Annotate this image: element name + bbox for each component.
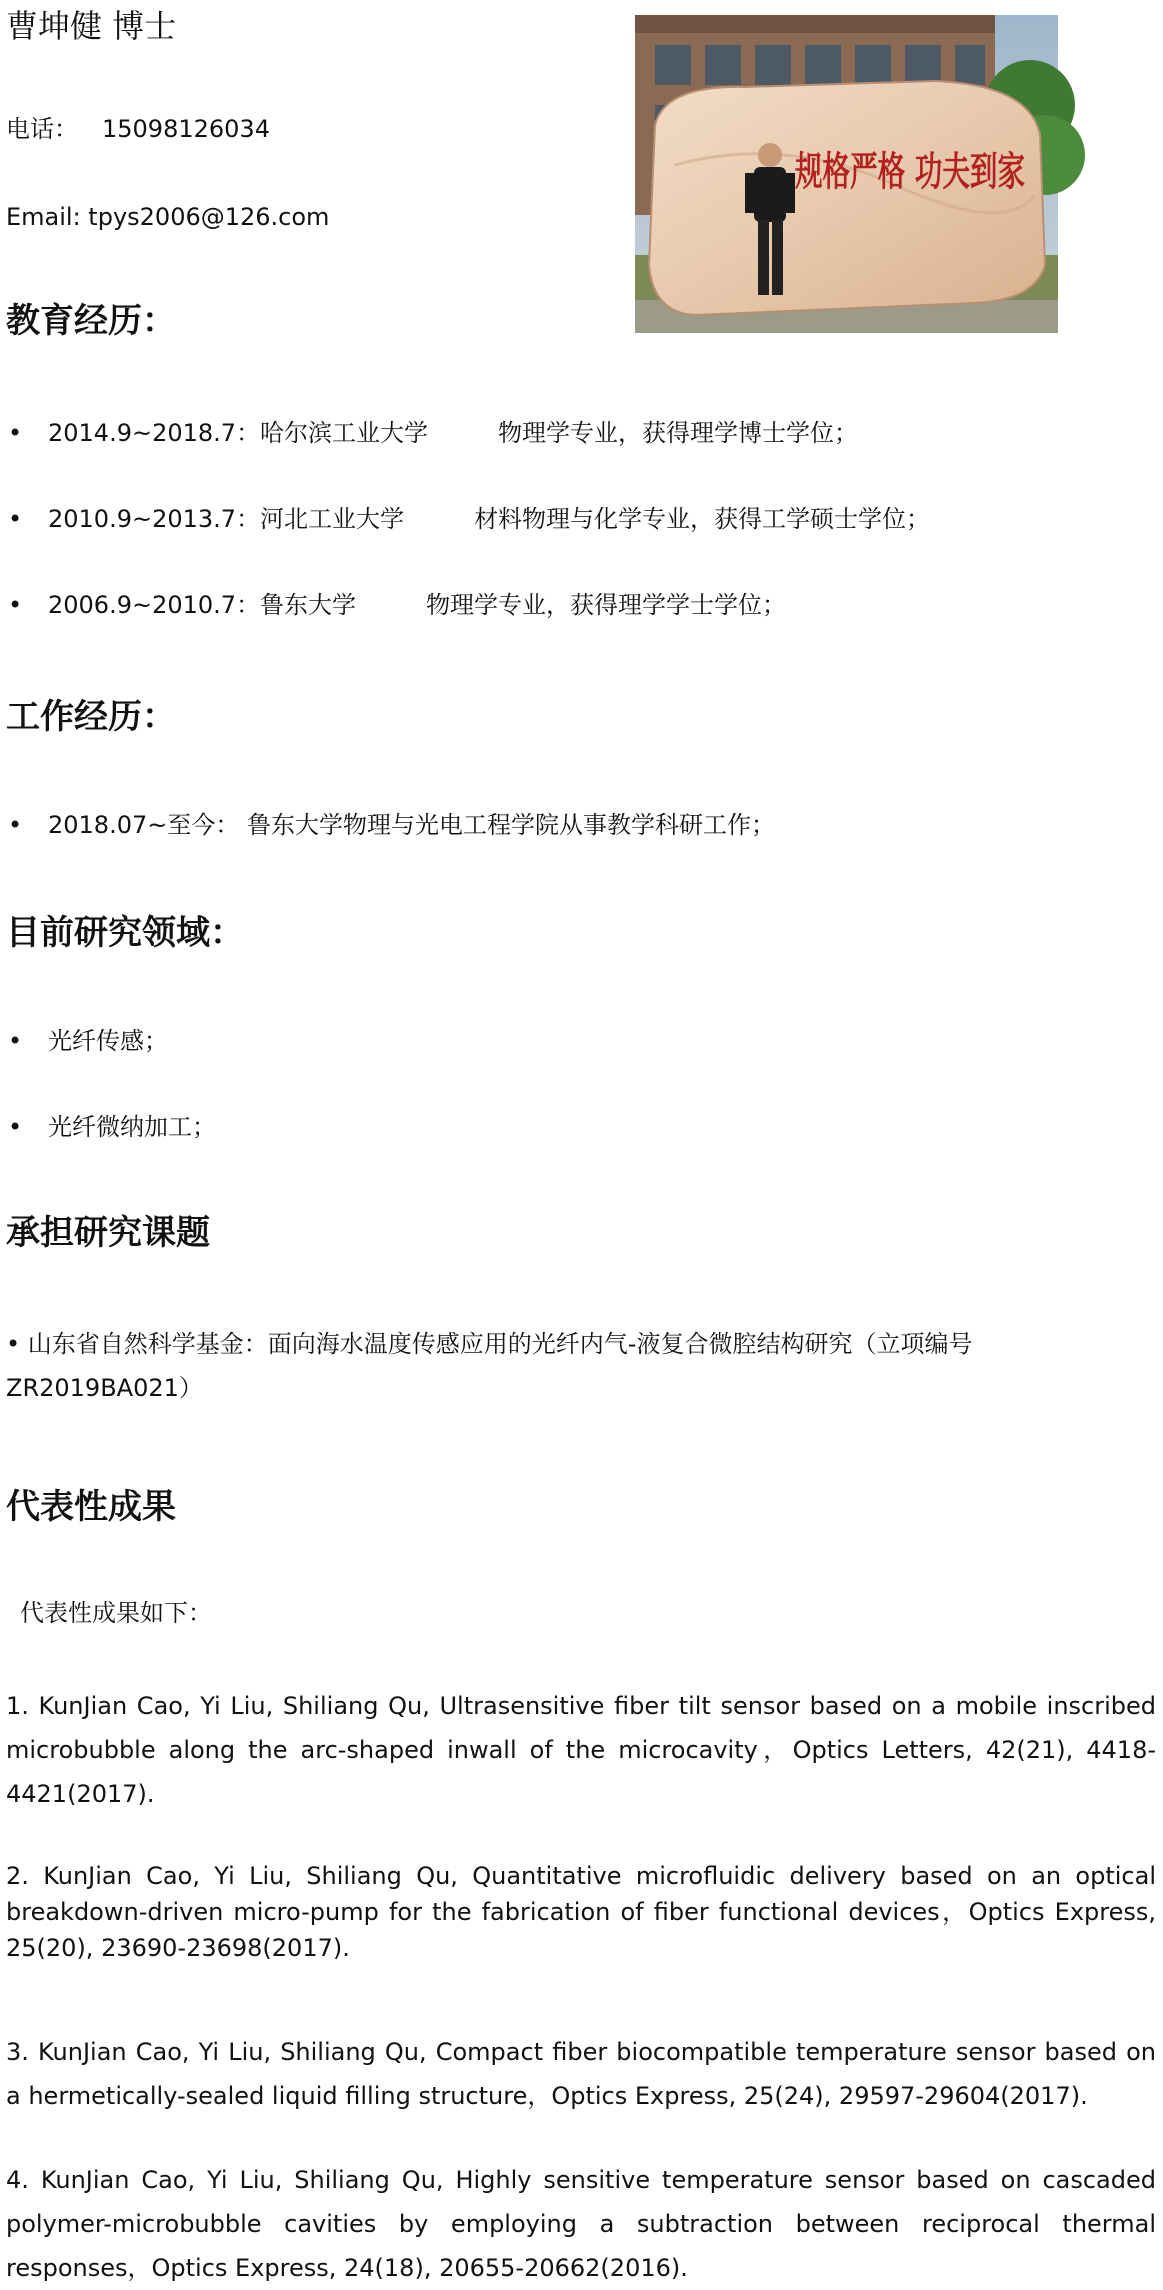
bullet-icon: • <box>8 811 23 839</box>
education-period: 2006.9~2010.7：鲁东大学 <box>48 591 357 619</box>
education-item <box>8 502 930 536</box>
email-line: Email: tpys2006@126.com <box>6 203 330 231</box>
phone-number: 15098126034 <box>102 115 270 143</box>
education-item <box>8 588 786 622</box>
research-text: 光纤传感； <box>48 1027 168 1055</box>
work-heading: 工作经历： <box>6 697 176 737</box>
work-text: 2018.07~至今： 鲁东大学物理与光电工程学院从事教学科研工作； <box>48 811 775 839</box>
education-item <box>8 416 858 450</box>
publication-item: 3. KunJian Cao, Yi Liu, Shiliang Qu, Compact fiber biocompatible temperature sensor based on a hermetically-sealed liquid filling structure，Optics Express, 25(24), 29597-29604(2017). <box>6 2038 1156 2110</box>
bullet-icon: • <box>8 1027 23 1055</box>
publication-item: 2. KunJian Cao, Yi Liu, Shiliang Qu, Quantitative microfluidic delivery based on an optical breakdown-driven micro-pump for the fabrication of fiber functional devices，Optics Express, 25(20), 23690-23698(2017). <box>6 1862 1156 1962</box>
bullet-icon: • <box>8 591 23 619</box>
research-text: 光纤微纳加工； <box>48 1113 216 1141</box>
publication-item: 1. KunJian Cao, Yi Liu, Shiliang Qu, Ultrasensitive fiber tilt sensor based on a mobile inscribed microbubble along the arc-shaped inwall of the microcavity，Optics Letters, 42(21), 4418-4421(2017). <box>6 1692 1156 1808</box>
project-item: • 山东省自然科学基金：面向海水温度传感应用的光纤内气-液复合微腔结构研究（立项编号 ZR2019BA021） <box>6 1330 973 1402</box>
education-detail: 物理学专业，获得理学博士学位； <box>498 419 859 447</box>
achievements-heading: 代表性成果 <box>6 1487 176 1527</box>
achievements-intro: 代表性成果如下： <box>20 1599 212 1627</box>
education-period: 2010.9~2013.7：河北工业大学 <box>48 505 405 533</box>
research-item <box>8 1110 216 1144</box>
research-heading: 目前研究领域： <box>6 913 244 953</box>
research-item <box>8 1024 168 1058</box>
profile-photo-drawing <box>635 15 1058 333</box>
phone-line <box>6 112 270 146</box>
projects-heading: 承担研究课题 <box>6 1213 210 1253</box>
phone-label: 电话： <box>6 115 78 143</box>
bullet-icon: • <box>8 419 23 447</box>
publication-item: 4. KunJian Cao, Yi Liu, Shiliang Qu, Highly sensitive temperature sensor based on cascaded polymer-microbubble cavities by employing a subtraction between reciprocal thermal responses，Optics Express, 24(18), 20655-20662(2016). <box>6 2166 1156 2282</box>
education-detail: 物理学专业，获得理学学士学位； <box>426 591 787 619</box>
profile-photo <box>635 15 1058 333</box>
bullet-icon: • <box>8 505 23 533</box>
education-detail: 材料物理与化学专业，获得工学硕士学位； <box>474 505 931 533</box>
person-name: 曹坤健 博士 <box>6 7 177 45</box>
bullet-icon: • <box>8 1113 23 1141</box>
education-heading: 教育经历： <box>6 301 176 341</box>
education-period: 2014.9~2018.7：哈尔滨工业大学 <box>48 419 429 447</box>
stone-inscription: 规格严格 功夫到家 <box>795 148 1025 195</box>
work-item <box>8 808 775 842</box>
